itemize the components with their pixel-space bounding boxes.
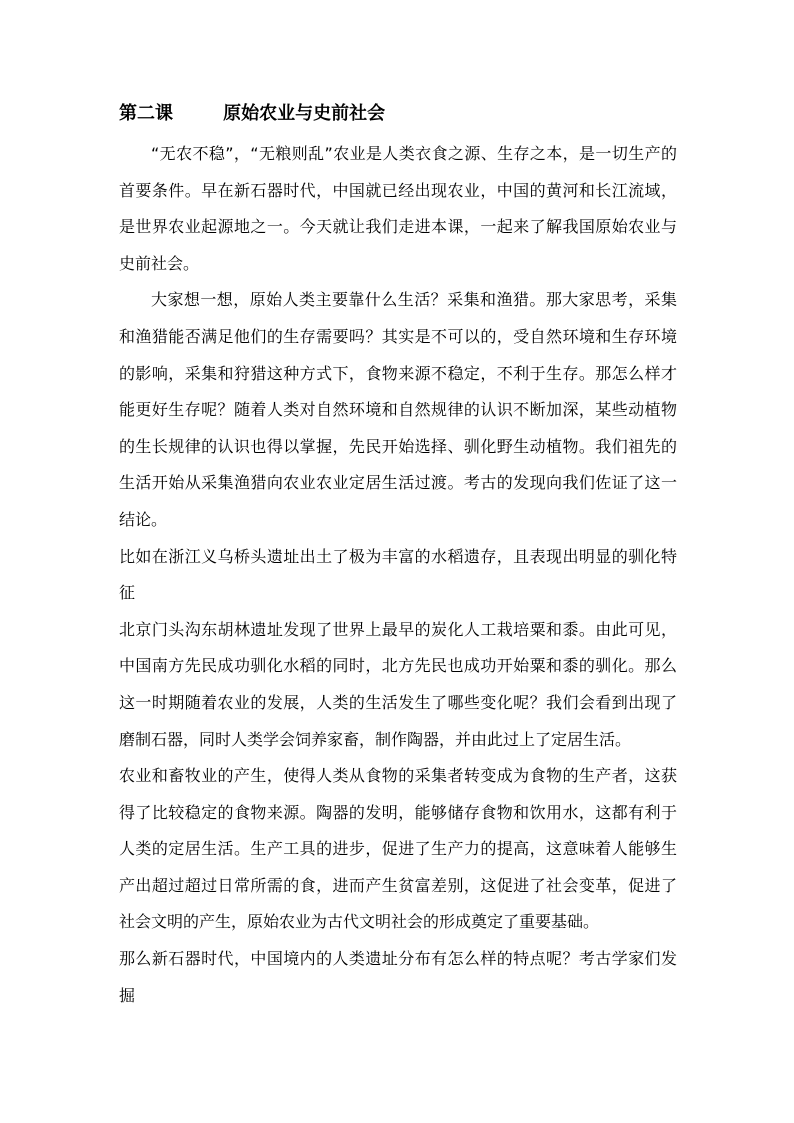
paragraph-agriculture-impact: 农业和畜牧业的产生，使得人类从食物的采集者转变成为食物的生产者，这获得了比较稳定的食物来源。陶器的发明，能够储存食物和饮用水，这都有利于人类的定居生活。生产工具的进步，促进了生产力的提高，这意味着人能够生产出超过超过日常所需的食，进而产生贫富差别，这促进了社会变革，促进了社会文明的产生，原始农业为古代文明社会的形成奠定了重要基础。 <box>119 766 677 932</box>
paragraph-zhejiang-example: 比如在浙江义乌桥头遗址出土了极为丰富的水稻遗存，且表现出明显的驯化特征 <box>119 546 677 603</box>
paragraph-intro: “无农不稳”，“无粮则乱”农业是人类衣食之源、生存之本，是一切生产的首要条件。早在新石器时代，中国就已经出现农业，中国的黄河和长江流域，是世界农业起源地之一。今天就让我们走进本课，一起来了解我国原始农业与史前社会。 <box>119 144 677 273</box>
paragraph-sites-question: 那么新石器时代，中国境内的人类遗址分布有怎么样的特点呢？考古学家们发掘 <box>119 949 677 1005</box>
document-body <box>119 98 677 1014</box>
lesson-title: 原始农业与史前社会 <box>223 103 386 124</box>
lesson-number: 第二课 <box>119 103 173 124</box>
paragraph-discussion: 大家想一想，原始人类主要靠什么生活？采集和渔猎。那大家思考，采集和渔猎能否满足他们的生存需要吗？其实是不可以的，受自然环境和生存环境的影响，采集和狩猎这种方式下，食物来源不稳定，不利于生存。那怎么样才能更好生存呢？随着人类对自然环境和自然规律的认识不断加深，某些动植物的生长规律的认识也得以掌握，先民开始选择、驯化野生动植物。我们祖先的生活开始从采集渔猎向农业农业定居生活过渡。考古的发现向我们佐证了这一结论。 <box>119 290 677 529</box>
page-title <box>119 98 677 130</box>
paragraph-beijing-example: 北京门头沟东胡林遗址发现了世界上最早的炭化人工栽培粟和黍。由此可见，中国南方先民成功驯化水稻的同时，北方先民也成功开始粟和黍的驯化。那么这一时期随着农业的发展，人类的生活发生了哪些变化呢？我们会看到出现了磨制石器，同时人类学会饲养家畜，制作陶器，并由此过上了定居生活。 <box>119 619 677 749</box>
